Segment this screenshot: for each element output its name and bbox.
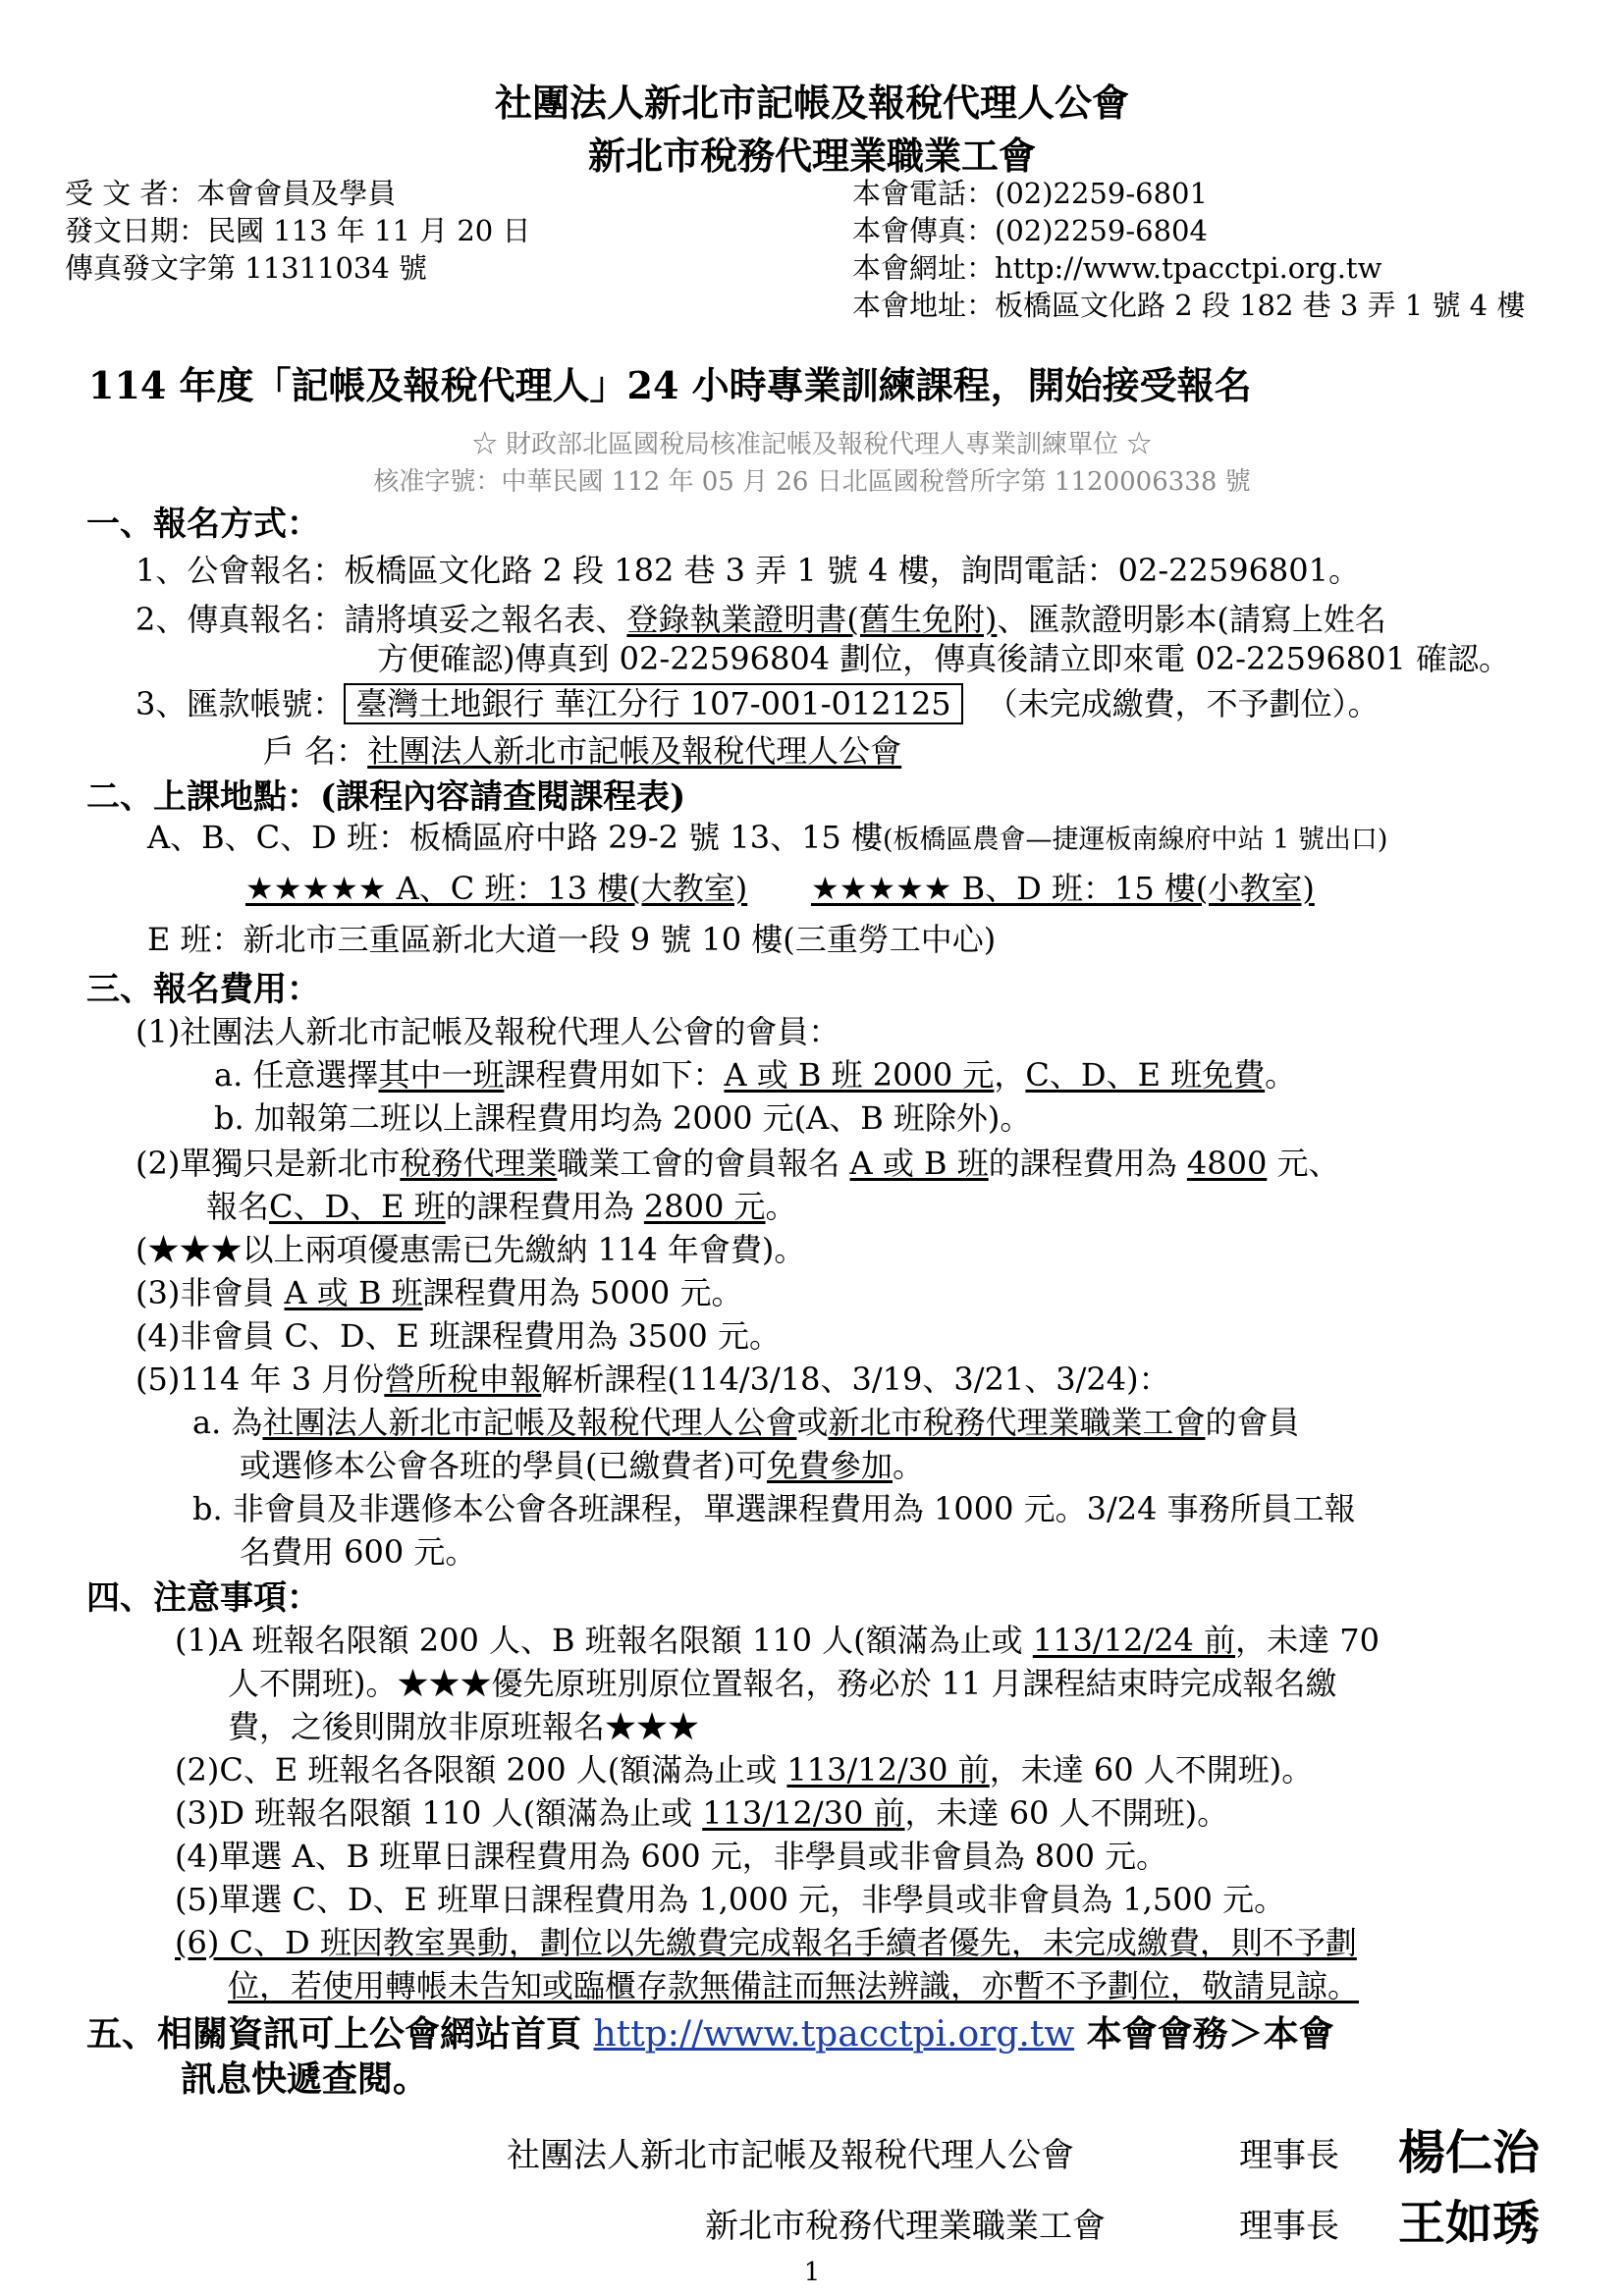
text: 本會會務＞本會 (1074, 2013, 1334, 2055)
text: a. 任意選擇 (214, 1056, 379, 1094)
signature-org-2: 新北市稅務代理業職業工會 (705, 2207, 1106, 2246)
approval-unit: ☆ 財政部北區國稅局核准記帳及報稅代理人專業訓練單位 ☆ (471, 430, 1153, 459)
venue-bd: ★★★★★ B、D 班：15 樓(小教室) (811, 870, 1315, 907)
text: 的課程費用為 (988, 1145, 1187, 1182)
text: 113/12/30 前 (702, 1794, 905, 1832)
reg-account-name (263, 726, 901, 772)
text: ， (994, 1056, 1026, 1094)
text: C、D、E 班免費 (1025, 1056, 1266, 1094)
venue-ac: ★★★★★ A、C 班：13 樓(大教室) (245, 870, 748, 907)
page-number: 1 (803, 2258, 821, 2287)
org-title-1: 社團法人新北市記帳及報稅代理人公會 (494, 80, 1129, 125)
text: 2、傳真報名：請將填妥之報名表、 (135, 601, 627, 638)
text: (5)114 年 3 月份 (135, 1361, 385, 1398)
notice-1-cont: 人不開班)。★★★優先原班別原位置報名，務必於 11 月課程結束時完成報名繳 (228, 1665, 1337, 1702)
bank-account-box: 臺灣土地銀行 華江分行 107-001-012125 (344, 683, 962, 724)
reg-bank (135, 679, 1380, 724)
text: A 或 B 班 2000 元 (724, 1056, 995, 1094)
fee-member-b: b. 加報第二班以上課程費用均為 2000 元(A、B 班除外)。 (214, 1099, 1032, 1137)
document-title: 114 年度「記帳及報稅代理人」24 小時專業訓練課程，開始接受報名 (88, 363, 1252, 407)
text: 。 (1265, 1056, 1297, 1094)
text: (2)C、E 班報名各限額 200 人(額滿為止或 (175, 1751, 787, 1789)
text: 或選修本公會各班的學員(已繳費者)可 (240, 1447, 767, 1484)
fee-note: (★★★以上兩項優惠需已先繳納 114 年會費)。 (135, 1231, 806, 1268)
text: ，未達 60 人不開班)。 (989, 1751, 1314, 1789)
section-3-heading: 三、報名費用： (86, 970, 320, 1009)
header-right (852, 175, 1525, 324)
fee-nonmember-cde: (4)非會員 C、D、E 班課程費用為 3500 元。 (135, 1317, 781, 1355)
text: 3、匯款帳號： (135, 685, 345, 722)
text: 五、相關資訊可上公會網站首頁 (86, 2013, 594, 2055)
text: 2800 元 (643, 1188, 766, 1225)
text: (板橋區農會—捷運板南線府中站 1 號出口) (882, 825, 1388, 855)
fee-tax-course-b-cont: 名費用 600 元。 (240, 1533, 477, 1571)
section-2-heading: 二、上課地點：(課程內容請查閱課程表) (86, 777, 686, 817)
text: 113/12/30 前 (786, 1751, 990, 1789)
text: (2)單獨只是新北市 (135, 1145, 401, 1182)
text: 稅務代理業 (400, 1145, 558, 1182)
text: 的會員 (1205, 1404, 1300, 1441)
notice-4: (4)單選 A、B 班單日課程費用為 600 元，非學員或非會員為 800 元。 (175, 1838, 1168, 1875)
venue-abcd (147, 813, 1387, 858)
text: 或 (796, 1404, 829, 1441)
fee-tax-course-a (192, 1398, 1300, 1443)
notice-1-cont2: 費，之後則開放非原班報名★★★ (228, 1708, 700, 1745)
account-name: 社團法人新北市記帳及報稅代理人公會 (367, 732, 902, 770)
notice-1 (175, 1616, 1380, 1661)
fax-line: 本會傳真：(02)2259-6804 (852, 214, 1208, 247)
text: 。 (893, 1447, 925, 1484)
text: 登錄執業證明書(舊生免附) (626, 601, 998, 638)
text: (1)A 班報名限額 200 人、B 班報名限額 110 人(額滿為止或 (175, 1622, 1033, 1659)
section-4-heading: 四、注意事項： (86, 1578, 320, 1618)
notice-3 (175, 1789, 1228, 1834)
section-1-heading: 一、報名方式： (86, 505, 320, 544)
signature-role-2: 理事長 (1239, 2207, 1339, 2246)
reg-fax-cont: 方便確認)傳真到 02-22596804 劃位，傳真後請立即來電 02-22596801 確認。 (377, 640, 1510, 677)
fee-member-heading: (1)社團法人新北市記帳及報稅代理人公會的會員： (135, 1013, 840, 1050)
signature-role-1: 理事長 (1239, 2136, 1339, 2175)
website-line: 本會網址：http://www.tpacctpi.org.tw (852, 251, 1382, 285)
notice-5: (5)單選 C、D、E 班單日課程費用為 1,000 元，非學員或非會員為 1,500 元。 (175, 1881, 1286, 1918)
text: A 或 B 班 (284, 1274, 423, 1311)
text: （未完成繳費，不予劃位）。 (986, 685, 1380, 722)
section-5-cont: 訊息快遞查閱。 (181, 2058, 429, 2100)
text: C、D、E 班 (269, 1188, 446, 1225)
text: 課程費用如下： (504, 1056, 725, 1094)
text: 職業工會的會員報名 (557, 1145, 850, 1182)
venue-e: E 班：新北市三重區新北大道一段 9 號 10 樓(三重勞工中心) (147, 921, 997, 958)
website-link[interactable]: http://www.tpacctpi.org.tw (593, 2014, 1075, 2055)
signature-name-1: 楊仁治 (1398, 2125, 1541, 2180)
approval-number: 核准字號：中華民國 112 年 05 月 26 日北區國稅營所字第 1120006338 號 (373, 467, 1251, 497)
text: 課程費用為 5000 元。 (422, 1274, 743, 1311)
doc-number-line: 傳真發文字第 11311034 號 (65, 251, 428, 285)
fee-tax-course (135, 1355, 1170, 1400)
fee-member-a (214, 1050, 1296, 1095)
text: (3)D 班報名限額 110 人(額滿為止或 (175, 1794, 703, 1832)
fee-tax-course-b: b. 非會員及非選修本公會各班課程，單選課程費用為 1000 元。3/24 事務所員工報 (192, 1490, 1356, 1527)
text: 113/12/24 前 (1032, 1622, 1236, 1659)
text: A 或 B 班 (849, 1145, 989, 1182)
text: 的課程費用為 (445, 1188, 644, 1225)
text: A、B、C、D 班：板橋區府中路 29-2 號 13、15 樓 (147, 819, 883, 856)
fee-nonmember-ab (135, 1268, 742, 1313)
text: a. 為 (192, 1404, 263, 1441)
reg-onsite: 1、公會報名：板橋區文化路 2 段 182 巷 3 弄 1 號 4 樓，詢問電話：02-22596801。 (135, 552, 1361, 589)
fee-union-member (135, 1139, 1340, 1184)
text: (3)非會員 (135, 1274, 285, 1311)
recipient-line: 受 文 者：本會會員及學員 (65, 177, 397, 210)
text: 元、 (1267, 1145, 1340, 1182)
date-line: 發文日期：民國 113 年 11 月 20 日 (65, 214, 531, 247)
org-title-2: 新北市稅務代理業職業工會 (587, 133, 1036, 178)
notice-6-cont: 位，若使用轉帳未告知或臨櫃存款無備註而無法辨識，亦暫不予劃位，敬請見諒。 (228, 1967, 1360, 2004)
fee-union-member-cont (206, 1182, 797, 1227)
text: 解析課程(114/3/18、3/19、3/21、3/24)： (541, 1361, 1170, 1398)
text: 社團法人新北市記帳及報稅代理人公會 (262, 1404, 797, 1441)
phone-line: 本會電話：(02)2259-6801 (852, 177, 1208, 210)
header-left (65, 175, 530, 287)
text: 、匯款證明影本(請寫上姓名 (997, 601, 1386, 638)
address-line: 本會地址：板橋區文化路 2 段 182 巷 3 弄 1 號 4 樓 (852, 289, 1526, 322)
notice-2 (175, 1745, 1313, 1790)
signature-org-1: 社團法人新北市記帳及報稅代理人公會 (507, 2136, 1074, 2175)
text: ，未達 60 人不開班)。 (904, 1794, 1229, 1832)
section-5 (86, 2006, 1334, 2056)
text: 其中一班 (378, 1056, 505, 1094)
text: 戶 名： (263, 732, 368, 770)
text: 4800 (1186, 1145, 1268, 1182)
signature-name-2: 王如琇 (1398, 2196, 1541, 2251)
text: 。 (765, 1188, 797, 1225)
text: 新北市稅務代理業職業工會 (828, 1404, 1206, 1441)
fee-tax-course-a-cont (240, 1441, 924, 1486)
text: 報名 (206, 1188, 270, 1225)
text: 營所稅申報 (384, 1361, 542, 1398)
text: 免費參加 (766, 1447, 893, 1484)
notice-6: (6) C、D 班因教室異動，劃位以先繳費完成報名手續者優先，未完成繳費，則不予劃 (175, 1924, 1357, 1961)
text: ，未達 70 (1235, 1622, 1380, 1659)
